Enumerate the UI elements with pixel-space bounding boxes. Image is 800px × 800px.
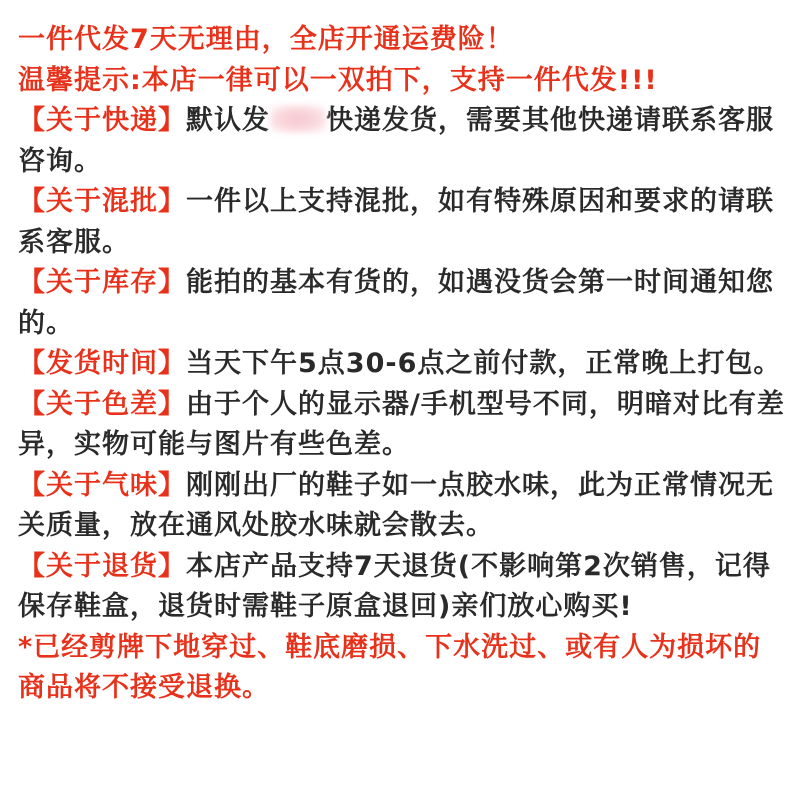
section-text: 当天下午5点30-6点之前付款，正常晚上打包。 bbox=[186, 348, 782, 379]
section-stock bbox=[18, 263, 788, 344]
section-text: 由于个人的显示器/手机型号不同，明暗对比有差异，实物可能与图片有些色差。 bbox=[18, 388, 785, 460]
section-text: 本店产品支持7天退货(不影响第2次销售，记得保存鞋盒，退货时需鞋子原盒退回)亲们放心购买! bbox=[18, 550, 771, 622]
redacted-courier-name bbox=[270, 105, 326, 133]
section-tag: 【关于色差】 bbox=[18, 388, 186, 420]
tip-line: 温馨提示:本店一律可以一双拍下，支持一件代发!!! bbox=[18, 64, 658, 96]
section-returns bbox=[18, 547, 788, 628]
section-tag: 【关于气味】 bbox=[18, 469, 186, 501]
shop-notice bbox=[18, 20, 788, 709]
section-tag: 【关于混批】 bbox=[18, 186, 186, 217]
section-text: 一件以上支持混批，如有特殊原因和要求的请联系客服。 bbox=[18, 186, 774, 258]
section-text: 刚刚出厂的鞋子如一点胶水味，此为正常情况无关质量，放在通风处胶水味就会散去。 bbox=[18, 469, 774, 541]
section-express bbox=[18, 101, 788, 182]
section-odor bbox=[18, 466, 788, 547]
section-tag: 【关于退货】 bbox=[18, 550, 186, 582]
section-shipping-time bbox=[18, 344, 788, 385]
section-tag: 【关于快递】 bbox=[18, 105, 186, 136]
section-text: 能拍的基本有货的，如遇没货会第一时间通知您的。 bbox=[18, 267, 774, 339]
footnote: *已经剪牌下地穿过、鞋底磨损、下水洗过、或有人为损坏的商品将不接受退换。 bbox=[18, 631, 762, 703]
section-text: 快递发货，需要其他快递请联系客服咨询。 bbox=[18, 105, 774, 177]
headline: 一件代发7天无理由，全店开通运费险！ bbox=[18, 24, 514, 55]
section-tag: 【关于库存】 bbox=[18, 267, 186, 298]
section-mixed-batch bbox=[18, 182, 788, 263]
section-color-difference bbox=[18, 385, 788, 466]
section-tag: 【发货时间】 bbox=[18, 348, 186, 379]
section-text: 默认发 bbox=[186, 105, 270, 136]
